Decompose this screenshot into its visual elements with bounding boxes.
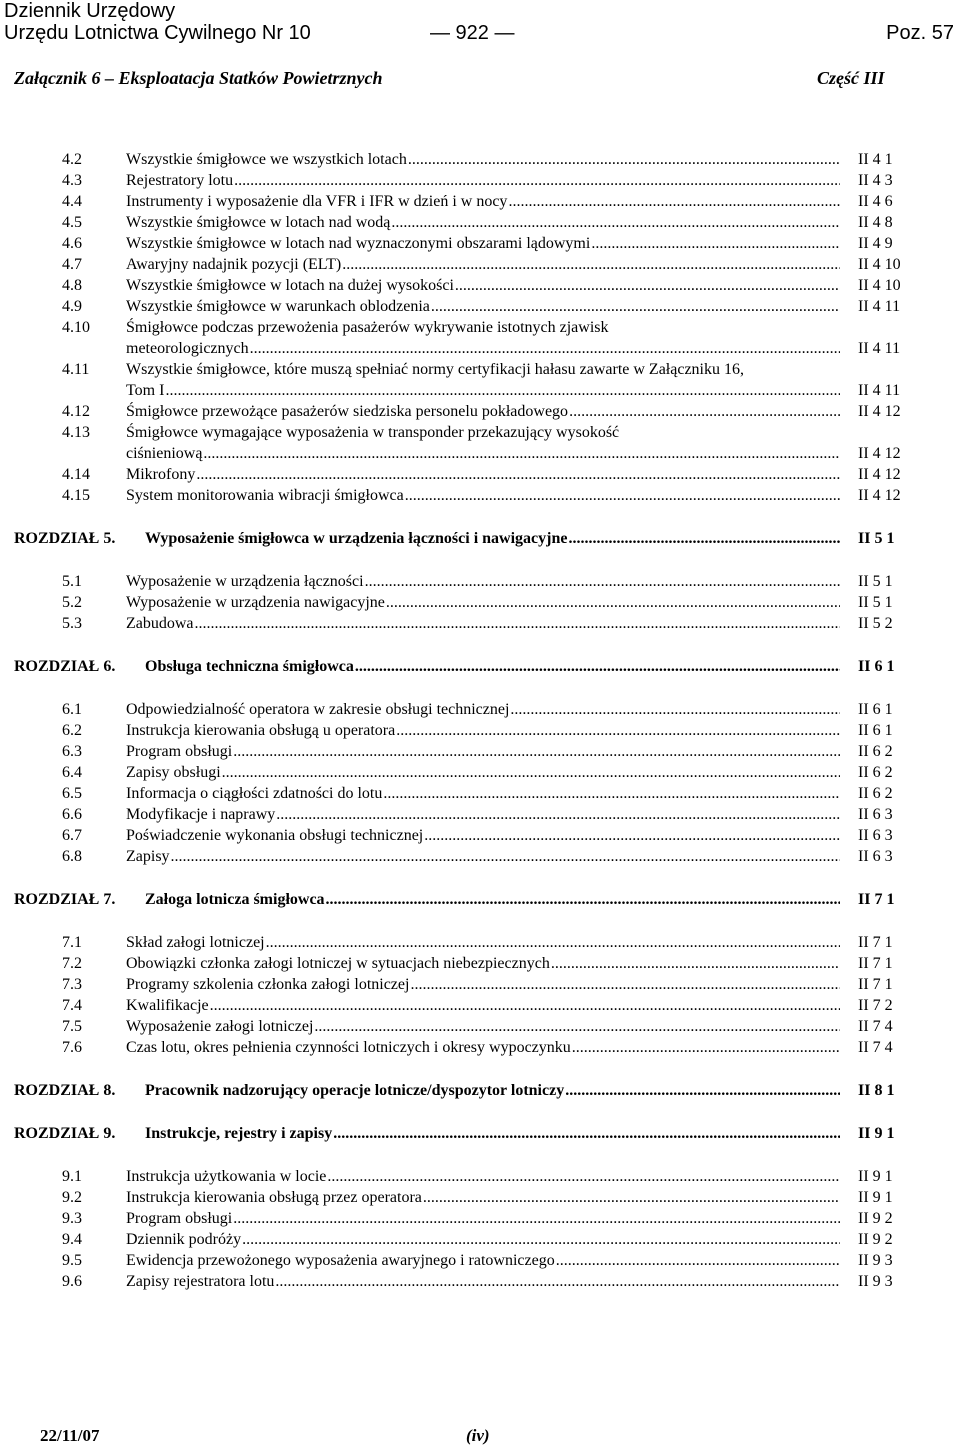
- toc-entry[interactable]: [0, 805, 960, 825]
- toc-chapter-title: Wyposażenie śmigłowca w urządzenia łączności i nawigacyjne: [145, 530, 568, 547]
- toc-entry-title: Instrukcja użytkowania w locie: [126, 1168, 327, 1185]
- toc-entry[interactable]: [0, 276, 960, 296]
- toc-entry[interactable]: [0, 826, 960, 846]
- toc-entry-title: Programy szkolenia członka załogi lotniczej: [126, 976, 410, 993]
- toc-entry-title: Zapisy rejestratora lotu: [126, 1273, 275, 1290]
- toc-entry-number: 7.3: [62, 976, 82, 993]
- toc-leader-dots: [569, 402, 840, 422]
- toc-entry-page: II 7 2: [858, 997, 893, 1014]
- toc-entry-page: II 4 6: [858, 193, 893, 210]
- toc-entry-title: Wyposażenie załogi lotniczej: [126, 1018, 314, 1035]
- toc-entry[interactable]: [0, 996, 960, 1016]
- toc-entry[interactable]: [0, 784, 960, 804]
- toc-leader-dots: [565, 1081, 840, 1101]
- toc-leader-dots: [508, 192, 840, 212]
- toc-entry-page: II 4 12: [858, 403, 901, 420]
- toc-leader-dots: [195, 614, 840, 634]
- toc-leader-dots: [276, 805, 840, 825]
- toc-leader-dots: [386, 593, 840, 613]
- toc-entry-line: [0, 360, 960, 380]
- toc-entry-title: Wyposażenie w urządzenia łączności: [126, 573, 364, 590]
- toc-entry-number: 6.4: [62, 764, 82, 781]
- toc-entry-number: 9.6: [62, 1273, 82, 1290]
- toc-entry[interactable]: [0, 572, 960, 592]
- toc-leader-dots: [391, 213, 840, 233]
- publication-title-line2: Urzędu Lotnictwa Cywilnego Nr 10: [4, 22, 311, 44]
- toc-entry-number: 7.1: [62, 934, 82, 951]
- toc-chapter-number: ROZDZIAŁ 8.: [14, 1082, 116, 1099]
- toc-chapter[interactable]: [0, 1124, 960, 1144]
- toc-entry-page: II 4 9: [858, 235, 893, 252]
- toc-entry-number: 4.4: [62, 193, 82, 210]
- toc-entry[interactable]: [0, 444, 960, 464]
- toc-entry-number: 6.1: [62, 701, 82, 718]
- toc-leader-dots: [333, 1124, 840, 1144]
- annex-title: Załącznik 6 – Eksploatacja Statków Powietrznych: [14, 68, 383, 88]
- toc-entry[interactable]: [0, 255, 960, 275]
- toc-entry-number: 6.8: [62, 848, 82, 865]
- toc-leader-dots: [405, 486, 840, 506]
- toc-entry-page: II 9 1: [858, 1168, 893, 1185]
- toc-entry-title: Śmigłowce przewożące pasażerów siedziska personelu pokładowego: [126, 403, 569, 420]
- toc-entry-page: II 4 10: [858, 256, 901, 273]
- toc-entry-title: Awaryjny nadajnik pozycji (ELT): [126, 256, 342, 273]
- toc-entry-title: meteorologicznych: [126, 340, 249, 357]
- toc-leader-dots: [210, 996, 840, 1016]
- toc-entry-title: ciśnieniową: [126, 445, 203, 462]
- footer-page: (iv): [466, 1426, 490, 1445]
- toc-entry[interactable]: [0, 954, 960, 974]
- publication-title-line1: Dziennik Urzędowy: [4, 0, 176, 22]
- toc-leader-dots: [266, 933, 840, 953]
- toc-entry-number: 7.5: [62, 1018, 82, 1035]
- toc-entry-page: II 6 2: [858, 764, 893, 781]
- toc-entry-number: 4.12: [62, 403, 90, 420]
- toc-entry-number: 7.4: [62, 997, 82, 1014]
- toc-chapter-page: II 9 1: [858, 1125, 895, 1142]
- toc-entry-title-line1: Wszystkie śmigłowce, które muszą spełniać normy certyfikacji hałasu zawarte w Załączniku 16,: [126, 361, 744, 378]
- toc-entry-number: 4.8: [62, 277, 82, 294]
- toc-entry[interactable]: [0, 1272, 960, 1292]
- toc-entry[interactable]: [0, 381, 960, 401]
- toc-entry-page: II 4 11: [858, 298, 901, 315]
- toc-chapter-number: ROZDZIAŁ 5.: [14, 530, 116, 547]
- toc-entry-page: II 6 2: [858, 785, 893, 802]
- toc-chapter[interactable]: [0, 657, 960, 677]
- toc-entry-page: II 9 2: [858, 1210, 893, 1227]
- toc-chapter-number: ROZDZIAŁ 9.: [14, 1125, 116, 1142]
- toc-leader-dots: [171, 847, 840, 867]
- toc-leader-dots: [233, 742, 840, 762]
- part-title: Część III: [817, 68, 885, 88]
- toc-entry[interactable]: [0, 933, 960, 953]
- toc-leader-dots: [342, 255, 840, 275]
- toc-entry-number: 5.3: [62, 615, 82, 632]
- toc-chapter-number: ROZDZIAŁ 7.: [14, 891, 116, 908]
- toc-entry-title-line1: Śmigłowce podczas przewożenia pasażerów wykrywanie istotnych zjawisk: [126, 319, 609, 336]
- toc-entry-line: [0, 423, 960, 443]
- toc-entry-number: 9.1: [62, 1168, 82, 1185]
- toc-entry-title: Zapisy: [126, 848, 170, 865]
- toc-entry-page: II 4 11: [858, 382, 901, 399]
- toc-entry-number: 4.11: [62, 361, 90, 378]
- toc-leader-dots: [383, 784, 840, 804]
- toc-entry[interactable]: [0, 1017, 960, 1037]
- toc-entry[interactable]: [0, 171, 960, 191]
- publication-title: [4, 0, 311, 44]
- toc-entry-number: 4.14: [62, 466, 90, 483]
- toc-entry-number: 7.6: [62, 1039, 82, 1056]
- toc-entry-title: Zabudowa: [126, 615, 194, 632]
- toc-leader-dots: [233, 1209, 840, 1229]
- toc-entry-line: [0, 318, 960, 338]
- footer-date: 22/11/07: [40, 1426, 100, 1445]
- toc-entry-number: 4.3: [62, 172, 82, 189]
- toc-entry[interactable]: [0, 402, 960, 422]
- toc-entry-title-line1: Śmigłowce wymagające wyposażenia w transponder przekazujący wysokość: [126, 424, 620, 441]
- toc-entry[interactable]: [0, 593, 960, 613]
- toc-leader-dots: [568, 529, 840, 549]
- toc-leader-dots: [591, 234, 840, 254]
- toc-entry-title: Mikrofony: [126, 466, 196, 483]
- toc-leader-dots: [424, 826, 840, 846]
- toc-entry-page: II 9 2: [858, 1231, 893, 1248]
- toc-chapter-number: ROZDZIAŁ 6.: [14, 658, 116, 675]
- toc-chapter-title: Obsługa techniczna śmigłowca: [145, 658, 354, 675]
- toc-entry[interactable]: [0, 192, 960, 212]
- toc-chapter[interactable]: [0, 890, 960, 910]
- toc-entry-title: Poświadczenie wykonania obsługi technicznej: [126, 827, 424, 844]
- toc-entry[interactable]: [0, 339, 960, 359]
- toc-entry[interactable]: [0, 486, 960, 506]
- toc-leader-dots: [551, 954, 840, 974]
- toc-entry-title: Tom I: [126, 382, 165, 399]
- toc-leader-dots: [242, 1230, 840, 1250]
- toc-entry-number: 9.2: [62, 1189, 82, 1206]
- toc-entry[interactable]: [0, 1188, 960, 1208]
- toc-leader-dots: [250, 339, 840, 359]
- toc-chapter[interactable]: [0, 529, 960, 549]
- toc-entry-page: II 6 1: [858, 722, 893, 739]
- toc-chapter-page: II 7 1: [858, 891, 895, 908]
- toc-entry-page: II 4 1: [858, 151, 893, 168]
- toc-entry-title: Rejestratory lotu: [126, 172, 234, 189]
- toc-entry[interactable]: [0, 763, 960, 783]
- toc-entry[interactable]: [0, 1167, 960, 1187]
- toc-entry-page: II 4 12: [858, 445, 901, 462]
- toc-entry-number: 4.10: [62, 319, 90, 336]
- toc-leader-dots: [314, 1017, 840, 1037]
- toc-entry[interactable]: [0, 1209, 960, 1229]
- toc-entry-title: Wszystkie śmigłowce w lotach nad wodą: [126, 214, 391, 231]
- toc-entry[interactable]: [0, 847, 960, 867]
- toc-entry-page: II 4 12: [858, 487, 901, 504]
- toc-leader-dots: [165, 381, 840, 401]
- toc-entry-title: Skład załogi lotniczej: [126, 934, 265, 951]
- toc-entry-title: Zapisy obsługi: [126, 764, 221, 781]
- toc-leader-dots: [203, 444, 840, 464]
- toc-chapter-title: Pracownik nadzorujący operacje lotnicze/dyspozytor lotniczy: [145, 1082, 565, 1099]
- toc-entry[interactable]: [0, 150, 960, 170]
- toc-entry-page: II 5 2: [858, 615, 893, 632]
- toc-entry[interactable]: [0, 614, 960, 634]
- toc-entry-page: II 7 1: [858, 955, 893, 972]
- toc-entry-number: 6.2: [62, 722, 82, 739]
- toc-chapter-page: II 8 1: [858, 1082, 895, 1099]
- toc-entry[interactable]: [0, 1230, 960, 1250]
- toc-entry-page: II 7 4: [858, 1039, 893, 1056]
- toc-entry-number: 6.7: [62, 827, 82, 844]
- toc-entry-title: Program obsługi: [126, 1210, 233, 1227]
- toc-chapter-page: II 5 1: [858, 530, 895, 547]
- toc-entry-number: 6.6: [62, 806, 82, 823]
- toc-leader-dots: [410, 975, 840, 995]
- toc-entry-page: II 6 2: [858, 743, 893, 760]
- toc-entry-number: 5.2: [62, 594, 82, 611]
- toc-entry-title: Odpowiedzialność operatora w zakresie obsługi technicznej: [126, 701, 510, 718]
- toc-chapter[interactable]: [0, 1081, 960, 1101]
- toc-entry-number: 5.1: [62, 573, 82, 590]
- toc-entry-number: 4.7: [62, 256, 82, 273]
- toc-entry-title: System monitorowania wibracji śmigłowca: [126, 487, 404, 504]
- toc-entry-page: II 4 11: [858, 340, 901, 357]
- toc-leader-dots: [222, 763, 840, 783]
- toc-entry-page: II 4 12: [858, 466, 901, 483]
- toc-entry-page: II 7 4: [858, 1018, 893, 1035]
- toc-leader-dots: [196, 465, 840, 485]
- toc-entry[interactable]: [0, 975, 960, 995]
- toc-entry-page: II 7 1: [858, 976, 893, 993]
- toc-entry-title: Obowiązki członka załogi lotniczej w sytuacjach niebezpiecznych: [126, 955, 550, 972]
- toc-chapter-page: II 6 1: [858, 658, 895, 675]
- toc-leader-dots: [556, 1251, 840, 1271]
- toc-entry-page: II 6 1: [858, 701, 893, 718]
- toc-entry-number: 9.3: [62, 1210, 82, 1227]
- toc-entry-page: II 7 1: [858, 934, 893, 951]
- toc-entry-number: 4.15: [62, 487, 90, 504]
- toc-entry-page: II 9 1: [858, 1189, 893, 1206]
- toc-chapter-title: Instrukcje, rejestry i zapisy: [145, 1125, 333, 1142]
- page-number: — 922 —: [430, 22, 515, 44]
- toc-chapter-title: Załoga lotnicza śmigłowca: [145, 891, 325, 908]
- toc-leader-dots: [408, 150, 840, 170]
- toc-entry-title: Czas lotu, okres pełnienia czynności lotniczych i okresy wypoczynku: [126, 1039, 571, 1056]
- toc-leader-dots: [365, 572, 840, 592]
- toc-entry[interactable]: [0, 742, 960, 762]
- toc-entry[interactable]: [0, 213, 960, 233]
- toc-entry[interactable]: [0, 1038, 960, 1058]
- toc-entry-title: Wyposażenie w urządzenia nawigacyjne: [126, 594, 385, 611]
- position-number: Poz. 57: [886, 22, 954, 44]
- toc-entry-title: Informacja o ciągłości zdatności do lotu: [126, 785, 383, 802]
- toc-entry[interactable]: [0, 721, 960, 741]
- toc-entry-number: 4.2: [62, 151, 82, 168]
- toc-entry-number: 7.2: [62, 955, 82, 972]
- toc-leader-dots: [572, 1038, 840, 1058]
- toc-entry-number: 6.5: [62, 785, 82, 802]
- toc-entry-number: 4.5: [62, 214, 82, 231]
- toc-entry-page: II 5 1: [858, 594, 893, 611]
- toc-leader-dots: [355, 657, 840, 677]
- toc-leader-dots: [423, 1188, 840, 1208]
- toc-entry-page: II 9 3: [858, 1273, 893, 1290]
- toc-entry-title: Wszystkie śmigłowce we wszystkich lotach: [126, 151, 407, 168]
- toc-leader-dots: [327, 1167, 840, 1187]
- toc-entry-number: 4.13: [62, 424, 90, 441]
- toc-entry-page: II 5 1: [858, 573, 893, 590]
- toc-entry-title: Dziennik podróży: [126, 1231, 242, 1248]
- toc-entry-number: 6.3: [62, 743, 82, 760]
- toc-entry[interactable]: [0, 297, 960, 317]
- toc-entry-page: II 4 10: [858, 277, 901, 294]
- toc-leader-dots: [510, 700, 840, 720]
- toc-entry-title: Instrukcja kierowania obsługą u operatora: [126, 722, 396, 739]
- toc-entry[interactable]: [0, 700, 960, 720]
- toc-leader-dots: [396, 721, 840, 741]
- toc-entry-page: II 9 3: [858, 1252, 893, 1269]
- toc-entry-title: Wszystkie śmigłowce w lotach nad wyznaczonymi obszarami lądowymi: [126, 235, 591, 252]
- toc-entry-title: Wszystkie śmigłowce w warunkach oblodzenia: [126, 298, 430, 315]
- toc-entry-page: II 4 3: [858, 172, 893, 189]
- toc-entry-title: Wszystkie śmigłowce w lotach na dużej wysokości: [126, 277, 454, 294]
- toc-entry-number: 4.6: [62, 235, 82, 252]
- toc-leader-dots: [275, 1272, 840, 1292]
- toc-entry-title: Modyfikacje i naprawy: [126, 806, 276, 823]
- toc-entry-page: II 6 3: [858, 827, 893, 844]
- toc-entry-page: II 6 3: [858, 806, 893, 823]
- toc-entry[interactable]: [0, 1251, 960, 1271]
- toc-entry-title: Kwalifikacje: [126, 997, 209, 1014]
- toc-leader-dots: [431, 297, 840, 317]
- toc-entry[interactable]: [0, 465, 960, 485]
- toc-entry-title: Program obsługi: [126, 743, 233, 760]
- toc-entry-title: Instrumenty i wyposażenie dla VFR i IFR w dzień i w nocy: [126, 193, 508, 210]
- toc-leader-dots: [234, 171, 840, 191]
- toc-entry-page: II 6 3: [858, 848, 893, 865]
- toc-entry-number: 9.4: [62, 1231, 82, 1248]
- toc-entry-number: 4.9: [62, 298, 82, 315]
- toc-entry[interactable]: [0, 234, 960, 254]
- toc-entry-number: 9.5: [62, 1252, 82, 1269]
- toc-leader-dots: [455, 276, 840, 296]
- toc-leader-dots: [326, 890, 840, 910]
- toc-entry-title: Instrukcja kierowania obsługą przez operatora: [126, 1189, 422, 1206]
- toc-entry-page: II 4 8: [858, 214, 893, 231]
- toc-entry-title: Ewidencja przewożonego wyposażenia awaryjnego i ratowniczego: [126, 1252, 555, 1269]
